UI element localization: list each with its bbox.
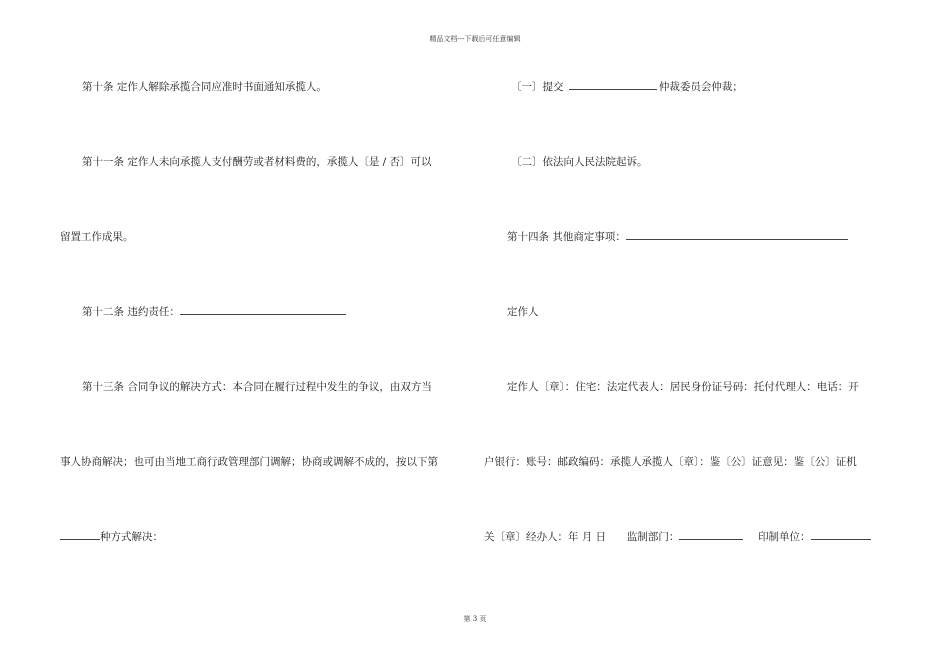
signature-line-3-date: 关〔章〕经办人：年 月 日 <box>484 531 607 543</box>
signature-line-1: 定作人〔章〕：住宅：法定代表人：居民身份证号码：托付代理人：电话：开 <box>507 381 859 393</box>
article-13-line-3-text: 种方式解决： <box>100 531 163 543</box>
option-1-label: 〔一〕提交 <box>511 81 564 93</box>
article-14 <box>507 230 848 244</box>
page-footer: 第 3 页 <box>463 615 487 623</box>
arbitration-commission-blank[interactable] <box>569 80 657 90</box>
article-11-line-2: 留置工作成果。 <box>60 231 134 243</box>
supervising-dept-label: 监制部门： <box>626 531 680 543</box>
article-13-line-3 <box>60 530 163 544</box>
party-label: 定作人 <box>507 306 539 318</box>
article-14-label: 第十四条 其他商定事项： <box>507 231 626 243</box>
page-header: 精品文档---下载后可任意编辑 <box>429 35 521 43</box>
supervising-dept-blank[interactable] <box>679 530 743 540</box>
article-12-label: 第十二条 违约责任： <box>82 306 180 318</box>
signature-line-2: 户银行：账号：邮政编码：承揽人承揽人〔章〕：鉴〔公〕证意见：鉴〔公〕证机 <box>484 456 857 468</box>
article-10: 第十条 定作人解除承揽合同应准时书面通知承揽人。 <box>82 81 327 93</box>
article-13-line-1: 第十三条 合同争议的解决方式：本合同在履行过程中发生的争议，由双方当 <box>82 381 432 393</box>
liability-blank[interactable] <box>180 305 346 315</box>
other-matters-blank[interactable] <box>626 230 848 240</box>
option-1 <box>511 80 743 94</box>
option-2: 〔二〕依法向人民法院起诉。 <box>511 156 648 168</box>
article-11-line-1: 第十一条 定作人未向承揽人支付酬劳或者材料费的，承揽人〔是 / 否〕可以 <box>82 156 432 168</box>
printing-unit-blank[interactable] <box>811 530 871 540</box>
option-1-suffix: 仲裁委员会仲裁； <box>658 81 743 93</box>
article-12 <box>82 305 346 319</box>
printing-unit-label: 印制单位： <box>758 531 811 543</box>
method-number-blank[interactable] <box>60 530 100 540</box>
article-13-line-2: 事人协商解决；也可由当地工商行政管理部门调解；协商或调解不成的，按以下第 <box>60 456 438 468</box>
signature-line-3 <box>484 530 871 544</box>
